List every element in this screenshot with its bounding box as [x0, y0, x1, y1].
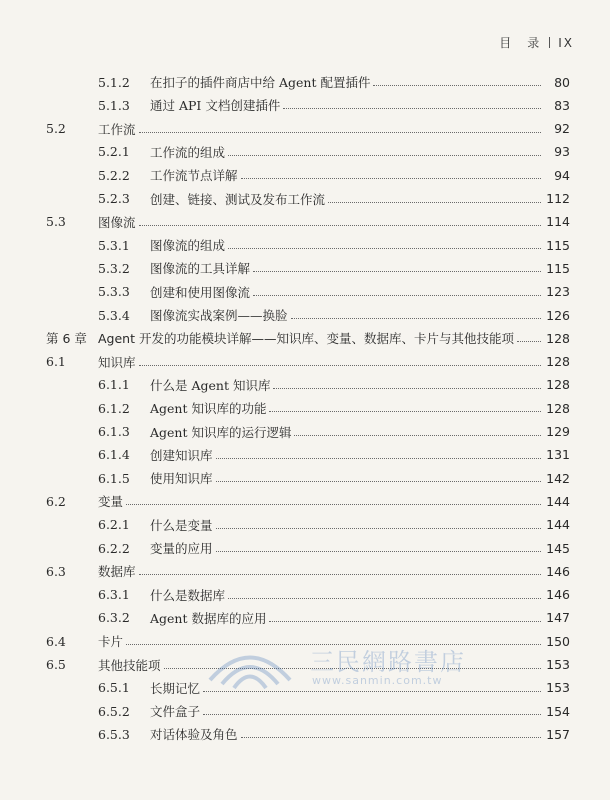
toc-entry-title: 图像流	[98, 214, 136, 230]
toc-leader-dots	[228, 154, 541, 156]
toc-entry-title-line	[98, 213, 544, 231]
toc-entry-title: 变量的应用	[150, 541, 213, 556]
toc-leader-dots	[216, 457, 541, 459]
toc-entry-page: 94	[554, 167, 570, 183]
toc-entry[interactable]	[0, 466, 610, 490]
toc-entry-title: 图像流的工具详解	[150, 261, 251, 277]
toc-entry-title: 工作流	[98, 121, 136, 137]
toc-entry-title: Agent 知识库的功能	[150, 401, 267, 417]
toc-entry-title: 什么是变量	[150, 517, 213, 533]
toc-entry-page: 115	[546, 260, 570, 276]
toc-entry-title: 工作流的组成	[150, 144, 226, 160]
watermark-name: 三民網路書店	[310, 648, 466, 676]
toc-entry[interactable]	[0, 280, 610, 304]
toc-leader-dots	[139, 131, 541, 133]
toc-entry[interactable]	[0, 93, 610, 117]
toc-entry-number: 5.1.2	[98, 74, 130, 90]
toc-entry[interactable]	[0, 676, 610, 700]
toc-leader-dots	[291, 317, 541, 319]
toc-entry-title: 使用知识库	[150, 471, 213, 487]
toc-entry-title-line	[150, 376, 544, 394]
toc-entry[interactable]	[0, 513, 610, 537]
toc-entry-page: 83	[554, 97, 570, 113]
toc-entry-title: 文件盒子	[150, 704, 201, 720]
toc-entry-number: 6.1.3	[98, 424, 130, 439]
toc-leader-dots	[328, 201, 541, 203]
toc-entry[interactable]	[0, 303, 610, 327]
toc-entry[interactable]	[0, 326, 610, 350]
running-head-page: IX	[558, 36, 574, 50]
toc-leader-dots	[273, 387, 541, 389]
toc-leader-dots	[241, 177, 541, 179]
toc-leader-dots	[269, 410, 541, 412]
toc-entry-title-line	[150, 586, 544, 604]
toc-entry[interactable]	[0, 559, 610, 583]
toc-entry-number: 6.2.1	[98, 517, 130, 533]
toc-entry-title: Agent 数据库的应用	[150, 610, 267, 626]
toc-entry-number: 6.5.3	[98, 726, 130, 742]
toc-entry-title: 知识库	[98, 354, 136, 370]
toc-entry-title-line	[150, 306, 544, 324]
toc-entry-number: 5.2.1	[98, 144, 130, 160]
toc-entry-number: 6.3	[46, 563, 66, 579]
toc-entry-number: 5.3.3	[98, 284, 130, 300]
toc-entry-title-line	[98, 656, 544, 674]
toc-entry-page: 123	[546, 284, 570, 300]
toc-entry-page: 115	[546, 237, 570, 253]
toc-entry-page: 93	[554, 144, 570, 160]
toc-entry-title-line	[150, 725, 544, 743]
toc-entry-number: 5.2.3	[98, 191, 130, 206]
toc-leader-dots	[216, 550, 541, 552]
toc-entry-title-line	[150, 236, 544, 254]
toc-entry-title-line	[150, 73, 544, 91]
toc-entry-number: 5.2.2	[98, 167, 130, 183]
toc-entry[interactable]	[0, 420, 610, 444]
toc-entry-page: 114	[546, 214, 570, 230]
toc-entry-title: Agent 知识库的运行逻辑	[150, 424, 292, 440]
toc-entry-number: 6.1.1	[98, 377, 130, 393]
toc-entry-number: 6.1.4	[98, 447, 130, 463]
toc-entry-title-line	[150, 679, 544, 697]
toc-entry-page: 150	[546, 633, 570, 649]
toc-entry-title-line	[150, 539, 544, 557]
toc-entry-title-line	[98, 562, 544, 580]
toc-entry[interactable]	[0, 606, 610, 630]
toc-entry-page: 128	[546, 400, 570, 416]
toc-entry[interactable]	[0, 70, 610, 94]
toc-leader-dots	[203, 713, 541, 715]
toc-entry-title: 长期记忆	[150, 680, 201, 696]
toc-entry-title-line	[150, 446, 544, 464]
toc-entry-title: 什么是 Agent 知识库	[150, 377, 271, 393]
toc-entry[interactable]	[0, 489, 610, 513]
toc-entry-title-line	[150, 516, 544, 534]
toc-entry-title: 什么是数据库	[150, 587, 226, 603]
toc-entry-title: 在扣子的插件商店中给 Agent 配置插件	[150, 75, 371, 90]
toc-entry-title-line	[98, 120, 544, 138]
toc-entry[interactable]	[0, 350, 610, 374]
toc-leader-dots	[294, 434, 541, 436]
toc-leader-dots	[373, 84, 541, 86]
toc-entry-number: 5.3.4	[98, 307, 130, 323]
toc-entry-title: Agent 开发的功能模块详解——知识库、变量、数据库、卡片与其他技能项	[98, 331, 514, 347]
toc-entry[interactable]	[0, 187, 610, 211]
toc-entry[interactable]	[0, 373, 610, 397]
toc-entry-number: 6.5.1	[98, 680, 130, 696]
toc-entry-number: 5.3.2	[98, 260, 130, 276]
toc-entry[interactable]	[0, 117, 610, 141]
toc-entry-title: 对话体验及角色	[150, 727, 238, 743]
toc-entry[interactable]	[0, 443, 610, 467]
toc-entry-title: 创建、链接、测试及发布工作流	[150, 191, 326, 207]
toc-leader-dots	[253, 270, 541, 272]
toc-entry-title-line	[98, 632, 544, 650]
toc-leader-dots	[203, 690, 541, 692]
toc-entry-page: 147	[546, 610, 570, 626]
toc-entry[interactable]	[0, 210, 610, 234]
toc-entry-title-line	[150, 259, 544, 277]
toc-entry[interactable]	[0, 396, 610, 420]
toc-entry-page: 153	[546, 657, 570, 672]
toc-entry-page: 154	[546, 703, 570, 719]
toc-entry[interactable]	[0, 722, 610, 746]
toc-leader-dots	[126, 503, 541, 505]
toc-entry-title: 数据库	[98, 564, 136, 580]
toc-entry-title-line	[150, 423, 544, 441]
toc-entry-page: 153	[546, 680, 570, 696]
toc-leader-dots	[241, 736, 541, 738]
toc-entry-number: 6.3.2	[98, 610, 130, 626]
toc-entry-page: 146	[546, 587, 570, 603]
toc-entry[interactable]	[0, 629, 610, 653]
toc-entry-title: 创建知识库	[150, 447, 213, 463]
toc-entry-title: 通过 API 文档创建插件	[150, 98, 281, 114]
toc-entry-title: 卡片	[98, 634, 124, 650]
toc-entry[interactable]	[0, 699, 610, 723]
toc-entry[interactable]	[0, 536, 610, 560]
toc-entry-title-line	[150, 469, 544, 487]
toc-entry[interactable]	[0, 653, 610, 677]
toc-entry-title-line	[150, 166, 544, 184]
toc-entry-page: 128	[546, 330, 570, 346]
toc-entry-page: 145	[546, 540, 570, 556]
toc-entry[interactable]	[0, 583, 610, 607]
toc-entry-page: 92	[554, 121, 570, 137]
toc-entry-title: 其他技能项	[98, 657, 161, 673]
toc-entry-number: 5.1.3	[98, 97, 130, 113]
toc-entry-number: 6.5	[46, 657, 66, 672]
toc-entry-title: 图像流的组成	[150, 238, 226, 254]
toc-entry-page: 126	[546, 307, 570, 323]
toc-entry-page: 80	[554, 74, 570, 90]
toc-entry-number: 6.5.2	[98, 703, 130, 719]
running-head	[499, 34, 574, 51]
toc-entry-number: 6.2	[46, 493, 66, 509]
toc-leader-dots	[228, 247, 541, 249]
toc-entry-number: 6.4	[46, 633, 66, 649]
toc-entry-title-line	[98, 329, 544, 347]
toc-entry-page: 131	[546, 447, 570, 463]
toc-leader-dots	[253, 294, 541, 296]
toc-entry-page: 128	[546, 377, 570, 393]
toc-entry-page: 112	[546, 191, 570, 206]
toc-entry-title-line	[150, 143, 544, 161]
toc-entry-title-line	[98, 492, 544, 510]
toc-entry-number: 6.1	[46, 354, 66, 370]
toc-entry-page: 144	[546, 517, 570, 533]
toc-entry-number: 5.3.1	[98, 237, 130, 253]
toc-entry-title-line	[98, 353, 544, 371]
toc-leader-dots	[139, 364, 541, 366]
toc-entry-number: 6.2.2	[98, 540, 130, 556]
toc-leader-dots	[269, 620, 541, 622]
toc-entry-title-line	[150, 399, 544, 417]
toc-entry-title: 工作流节点详解	[150, 168, 238, 184]
toc-entry-number: 6.1.5	[98, 470, 130, 486]
toc-entry[interactable]	[0, 256, 610, 280]
toc-leader-dots	[164, 667, 541, 669]
watermark-url: www.sanmin.com.tw	[312, 674, 443, 687]
toc-leader-dots	[139, 224, 541, 226]
toc-leader-dots	[126, 643, 541, 645]
running-head-divider	[549, 37, 550, 48]
toc-leader-dots	[517, 340, 541, 342]
toc-entry[interactable]	[0, 163, 610, 187]
toc-entry-page: 146	[546, 563, 570, 579]
toc-entry[interactable]	[0, 140, 610, 164]
toc-entry-title-line	[150, 283, 544, 301]
running-head-section: 目 录	[499, 36, 542, 50]
toc-entry-title: 图像流实战案例——换脸	[150, 308, 288, 323]
toc-entry-page: 144	[546, 493, 570, 509]
toc-entry-page: 128	[546, 354, 570, 370]
toc-leader-dots	[228, 597, 541, 599]
toc-entry-number: 5.2	[46, 121, 66, 137]
toc-leader-dots	[139, 573, 541, 575]
toc-entry-title-line	[150, 702, 544, 720]
toc-entry-number: 6.3.1	[98, 587, 130, 603]
toc-entry-number: 第 6 章	[46, 331, 87, 347]
toc-entry-number: 6.1.2	[98, 400, 130, 416]
toc-entry-title-line	[150, 190, 544, 208]
toc-leader-dots	[216, 527, 541, 529]
toc-entry-page: 142	[546, 470, 570, 486]
toc-entry-title-line	[150, 609, 544, 627]
toc-entry[interactable]	[0, 233, 610, 257]
toc-entry-title: 创建和使用图像流	[150, 284, 251, 300]
toc-entry-title: 变量	[98, 494, 124, 510]
toc-entry-page: 129	[546, 424, 570, 439]
toc-leader-dots	[216, 480, 541, 482]
toc-leader-dots	[283, 107, 541, 109]
toc-entry-number: 5.3	[46, 214, 66, 230]
toc-entry-page: 157	[546, 726, 570, 742]
toc-entry-title-line	[150, 96, 544, 114]
